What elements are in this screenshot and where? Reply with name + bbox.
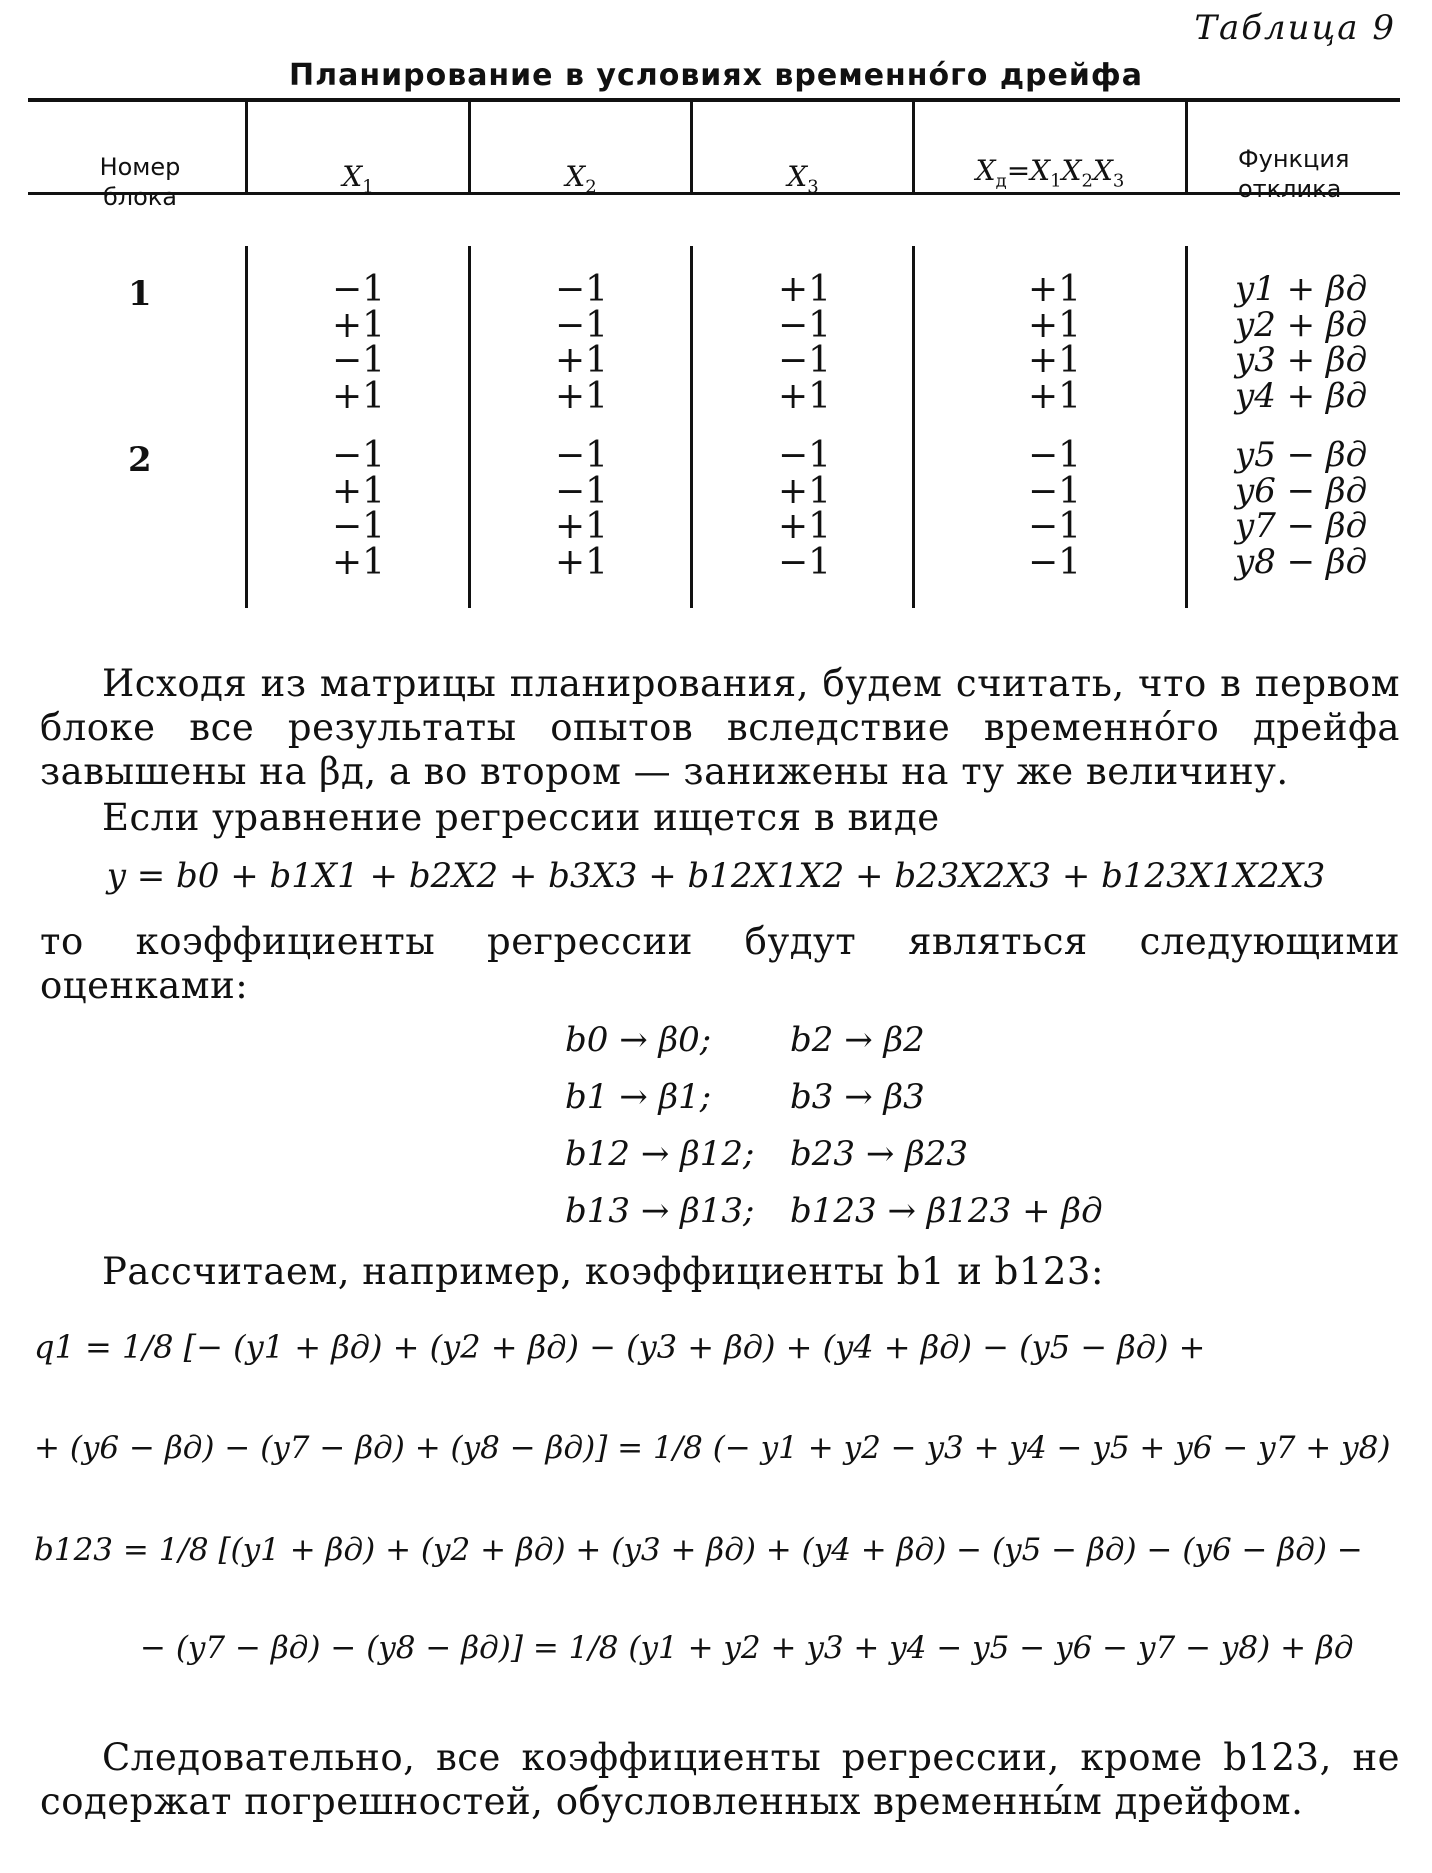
table-cell: +1 [778,506,832,547]
table-cell: +1 [332,304,386,346]
header-xd-sub: д [995,170,1007,192]
header-block-number [40,152,240,212]
table-cell: +1 [778,375,832,417]
table-cell: −1 [332,506,386,547]
header-x2 [471,162,691,203]
table-cell: −1 [778,340,832,381]
body-divider [690,246,693,608]
table-cell: −1 [555,269,609,310]
estimate-item: b12 → β12; [565,1134,755,1174]
table-cell: y5 − βд [1235,435,1368,475]
equation-b1-line2: + (y6 − βд) − (y7 − βд) + (y8 − βд)] = 1/8 (− y1 + y2 − y3 + y4 − y5 + y6 − y7 + y8) [34,1430,1391,1466]
block-number: 1 [128,274,152,314]
header-xd-s1: 1 [1050,170,1062,192]
header-x3-sub: 3 [807,176,819,198]
paragraph-conclusion: Следовательно, все коэффициенты регрессии, кроме b123, не содержат погрешностей, обусловленных временны́м дрейфом. [40,1736,1400,1823]
header-response-line1: Функция [1238,145,1350,173]
body-divider [1185,246,1188,608]
block2-x3 [778,435,832,583]
body-divider [468,246,471,608]
block1-x1 [332,269,386,417]
regression-equation: y = b0 + b1X1 + b2X2 + b3X3 + b12X1X2 + b23X2X3 + b123X1X2X3 [106,856,1326,896]
header-response [1188,144,1400,204]
table-cell: +1 [332,541,386,583]
header-xd-s2: 2 [1081,170,1093,192]
header-block-line2: блока [102,183,178,211]
table-cell: −1 [1028,541,1082,583]
table-number-label: Таблица 9 [1194,8,1396,48]
paragraph-estimates-intro: то коэффициенты регрессии будут являться следующими оценками: [40,920,1400,1007]
header-x2-sub: 2 [585,176,597,198]
table-cell: +1 [1028,269,1082,310]
paragraph-drift-assumption: Исходя из матрицы планирования, будем считать, что в первом блоке все результаты опытов вследствие временнóго дрейфа завышены на βд, а во втором — занижены на ту же величину. [40,662,1400,793]
table-cell: −1 [778,304,832,346]
table-cell: −1 [332,269,386,310]
table-cell: −1 [778,541,832,583]
table-cell: +1 [555,506,609,547]
table-cell: +1 [1028,340,1082,381]
header-xd-symbol: X [975,154,996,187]
paragraph-regression-intro: Если уравнение регрессии ищется в виде [102,796,940,839]
estimate-item: b13 → β13; [565,1191,755,1231]
table-cell: −1 [555,304,609,346]
table-cell: y7 − βд [1235,506,1368,546]
header-xd-eq: =X [1006,154,1051,187]
table-cell: −1 [1028,435,1082,476]
equation-b123-line1: b123 = 1/8 [(y1 + βд) + (y2 + βд) + (y3 + βд) + (y4 + βд) − (y5 − βд) − (y6 − βд) − [34,1532,1363,1568]
body-divider [245,246,248,608]
header-xd [915,156,1185,197]
estimate-item: b1 → β1; [565,1077,712,1117]
table-cell: −1 [332,435,386,476]
table-cell: y3 + βд [1235,340,1368,380]
table-cell: y4 + βд [1235,375,1368,416]
table-cell: −1 [332,340,386,381]
block2-x1 [332,435,386,583]
equation-b123-line2: − (y7 − βд) − (y8 − βд)] = 1/8 (y1 + y2 + y3 + y4 − y5 − y6 − y7 − y8) + βд [140,1630,1354,1666]
estimate-item: b0 → β0; [565,1020,712,1060]
table-cell: +1 [332,375,386,417]
header-x1 [248,162,468,203]
table-cell: +1 [778,470,832,512]
block1-response [1235,269,1368,416]
table-cell: +1 [332,470,386,512]
table-cell: y8 − βд [1235,541,1368,582]
estimate-item: b23 → β23 [790,1134,969,1174]
header-xd-s3: 3 [1112,170,1125,192]
header-response-line2: отклика [1238,175,1342,203]
header-x1-sub: 1 [362,176,374,198]
estimate-item: b123 → β123 + βд [790,1191,1103,1231]
estimate-item: b3 → β3 [790,1077,925,1117]
block1-x2 [555,269,609,417]
table-cell: +1 [555,541,609,583]
estimates-right-column [790,1012,1103,1240]
table-cell: +1 [555,340,609,381]
block2-x2 [555,435,609,583]
table-cell: +1 [1028,375,1082,417]
table-cell: +1 [1028,304,1082,346]
estimates-left-column [565,1012,755,1240]
table-cell: −1 [778,435,832,476]
block-number: 2 [128,440,152,480]
table-cell: y1 + βд [1235,269,1368,309]
header-xd-x3: X [1092,154,1113,187]
body-divider [912,246,915,608]
table-top-rule [28,98,1400,102]
header-xd-x2: X [1061,154,1082,187]
block2-xd [1028,435,1082,583]
table-title: Планирование в условиях временнóго дрейфа [289,58,1143,93]
block1-xd [1028,269,1082,417]
table-cell: +1 [778,269,832,310]
table-cell: −1 [555,435,609,476]
paragraph-calc-intro: Рассчитаем, например, коэффициенты b1 и b123: [102,1250,1104,1293]
header-x3 [693,162,913,203]
table-cell: −1 [1028,506,1082,547]
table-cell: −1 [555,470,609,512]
table-cell: y2 + βд [1235,304,1368,345]
header-x3-symbol: X [787,160,808,193]
table-cell: −1 [1028,470,1082,512]
block2-response [1235,435,1368,582]
equation-b1-line1: q1 = 1/8 [− (y1 + βд) + (y2 + βд) − (y3 + βд) + (y4 + βд) − (y5 − βд) + [34,1328,1206,1366]
header-block-line1: Номер [99,153,181,181]
block1-x3 [778,269,832,417]
header-x2-symbol: X [565,160,586,193]
header-x1-symbol: X [342,160,363,193]
table-cell: +1 [555,375,609,417]
estimate-item: b2 → β2 [790,1020,925,1060]
table-cell: y6 − βд [1235,470,1368,511]
